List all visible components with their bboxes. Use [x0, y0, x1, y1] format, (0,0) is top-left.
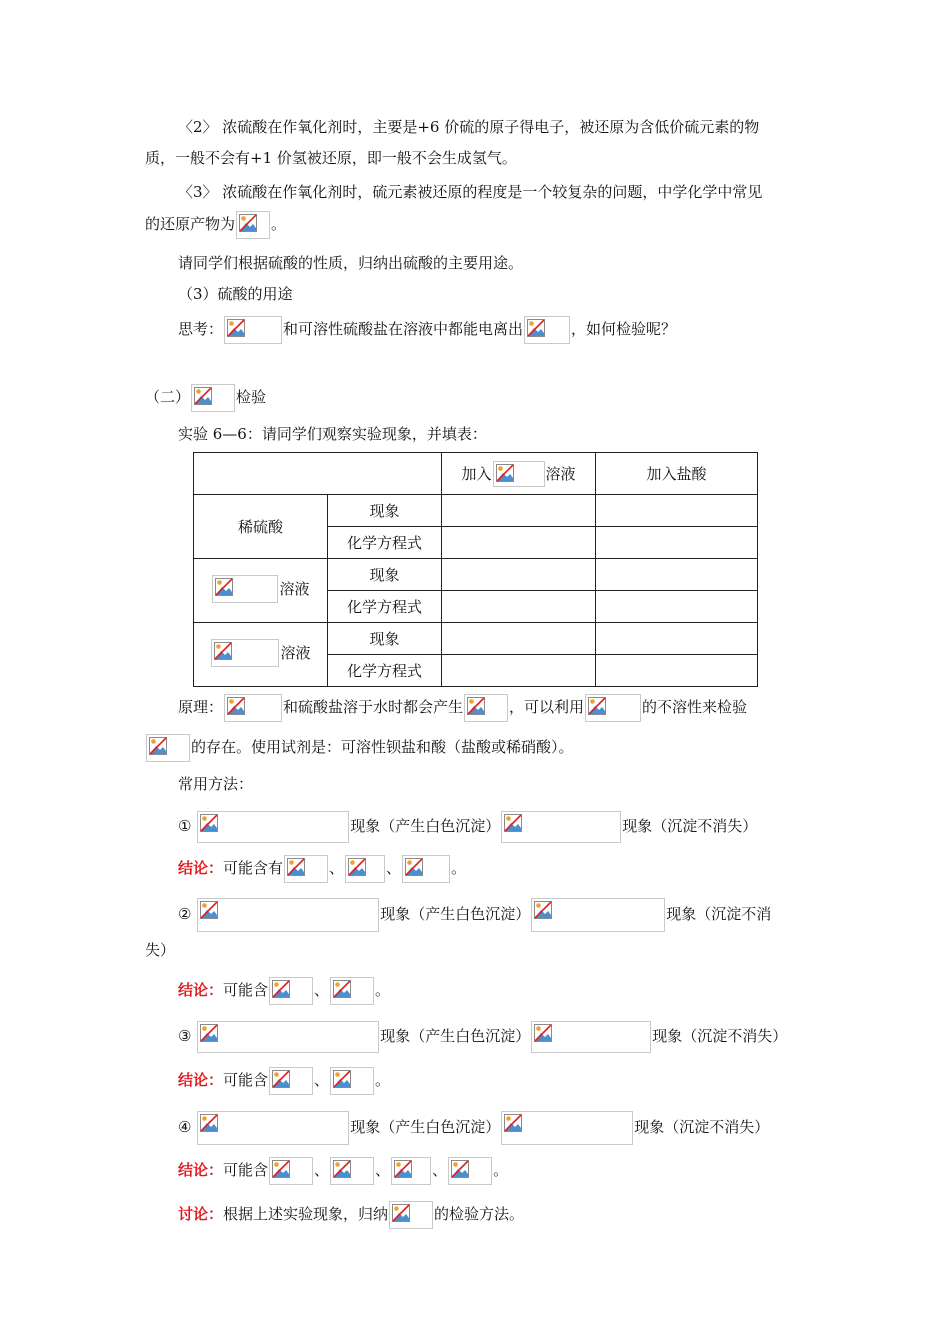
text: 溶液	[279, 580, 310, 598]
table-cell-input[interactable]	[442, 527, 596, 559]
broken-image	[345, 855, 385, 883]
experiment-table	[193, 452, 758, 687]
broken-image	[330, 1157, 374, 1185]
broken-image	[402, 855, 450, 883]
text: ，如何检验呢？	[571, 320, 677, 338]
method-4-line	[178, 1111, 769, 1145]
table-cell-input[interactable]	[442, 591, 596, 623]
text: 。	[271, 215, 287, 233]
broken-image-icon	[588, 697, 606, 715]
broken-image	[211, 639, 279, 667]
conclusion-4	[178, 1157, 508, 1185]
table-row-label-solution	[194, 559, 328, 623]
broken-image	[269, 977, 313, 1005]
text: 结论：	[178, 981, 224, 999]
text: 结论：	[178, 859, 224, 877]
text: 现象（沉淀不消失）	[652, 1027, 788, 1045]
broken-image-icon	[333, 1160, 351, 1178]
broken-image	[524, 316, 570, 344]
text: 溶液	[280, 644, 311, 662]
broken-image	[212, 575, 278, 603]
text: 、	[314, 1071, 330, 1089]
broken-image	[448, 1157, 492, 1185]
table-row	[194, 623, 758, 655]
table-cell-input[interactable]	[596, 495, 758, 527]
text: 现象（产生白色沉淀）	[350, 1118, 501, 1136]
table-row	[194, 453, 758, 495]
principle-line-2	[145, 734, 574, 762]
text: 现象（沉淀不消失）	[622, 817, 758, 835]
broken-image	[330, 977, 374, 1005]
conclusion-2	[178, 977, 390, 1005]
text: 结论：	[178, 1071, 224, 1089]
broken-image-icon	[348, 858, 366, 876]
text: 。	[375, 981, 391, 999]
table-cell-phenomenon: 现象	[328, 559, 442, 591]
broken-image	[146, 734, 190, 762]
text: 。	[375, 1071, 391, 1089]
table-header-add-hcl: 加入盐酸	[596, 453, 758, 495]
principle-line-1	[178, 694, 747, 722]
broken-image-icon	[504, 814, 522, 832]
broken-image-icon	[272, 1160, 290, 1178]
table-row	[194, 495, 758, 527]
text: 现象（产生白色沉淀）	[380, 1027, 531, 1045]
discussion-line	[178, 1201, 524, 1229]
text: 溶液	[545, 465, 576, 483]
conclusion-1	[178, 855, 466, 883]
paragraph-2-line-1: 〈2〉 浓硫酸在作氧化剂时，主要是+6 价硫的原子得电子，被还原为含低价硫元素的物	[178, 118, 760, 136]
section-2-heading	[145, 384, 266, 412]
text: 根据上述实验现象，归纳	[223, 1205, 389, 1223]
broken-image	[197, 811, 349, 843]
method-3-line	[178, 1021, 787, 1053]
paragraph-2-line-2: 质，一般不会有+1 价氢被还原，即一般不会生成氢气。	[145, 149, 517, 167]
paragraph-3-line-1: 〈3〉 浓硫酸在作氧化剂时，硫元素被还原的程度是一个较复杂的问题，中学化学中常见	[178, 183, 763, 201]
broken-image	[501, 1111, 633, 1145]
broken-image-icon	[272, 980, 290, 998]
text: 、	[329, 859, 345, 877]
broken-image	[197, 898, 379, 932]
table-cell-input[interactable]	[596, 655, 758, 687]
text: ④	[178, 1118, 192, 1136]
broken-image	[531, 898, 665, 932]
text: 思考：	[178, 320, 224, 338]
broken-image-icon	[392, 1204, 410, 1222]
text: （二）	[145, 388, 191, 406]
text: 。	[493, 1161, 509, 1179]
table-cell-input[interactable]	[442, 495, 596, 527]
text: 、	[314, 1161, 330, 1179]
table-cell-equation: 化学方程式	[328, 591, 442, 623]
text: 现象（产生白色沉淀）	[380, 905, 531, 923]
broken-image	[330, 1067, 374, 1095]
broken-image	[284, 855, 328, 883]
broken-image-icon	[272, 1070, 290, 1088]
text: 和硫酸盐溶于水时都会产生	[283, 698, 464, 716]
text: 可能含	[223, 1161, 269, 1179]
broken-image-icon	[239, 214, 257, 232]
broken-image-icon	[200, 1114, 218, 1132]
broken-image	[501, 811, 621, 843]
method-2-wrap: 失）	[145, 941, 176, 959]
table-cell-phenomenon: 现象	[328, 623, 442, 655]
text: 的检验方法。	[434, 1205, 525, 1223]
text: 。	[451, 859, 467, 877]
broken-image	[224, 316, 282, 344]
broken-image	[269, 1157, 313, 1185]
table-cell-input[interactable]	[442, 623, 596, 655]
table-row	[194, 559, 758, 591]
text: ，可以利用	[509, 698, 585, 716]
text: 可能含	[223, 981, 269, 999]
broken-image-icon	[200, 814, 218, 832]
table-row-label-solution	[194, 623, 328, 687]
broken-image	[464, 694, 508, 722]
broken-image-icon	[534, 1024, 552, 1042]
text: 检验	[236, 388, 267, 406]
broken-image-icon	[194, 387, 212, 405]
broken-image-icon	[504, 1114, 522, 1132]
broken-image-icon	[200, 1024, 218, 1042]
broken-image-icon	[214, 642, 232, 660]
text: 、	[314, 981, 330, 999]
table-cell-empty	[194, 453, 442, 495]
paragraph-3-line-2	[145, 211, 286, 239]
methods-heading: 常用方法：	[178, 775, 254, 793]
broken-image	[389, 1201, 433, 1229]
text: 现象（产生白色沉淀）	[350, 817, 501, 835]
experiment-intro: 实验 6—6：请同学们观察实验现象，并填表：	[178, 425, 487, 443]
table-cell-input[interactable]	[596, 527, 758, 559]
broken-image-icon	[405, 858, 423, 876]
text: 可能含	[223, 1071, 269, 1089]
broken-image	[391, 1157, 431, 1185]
text: 可能含有	[223, 859, 284, 877]
text: 的存在。使用试剂是：可溶性钡盐和酸（盐酸或稀硝酸）。	[191, 738, 574, 756]
text: ①	[178, 817, 192, 835]
method-1-line	[178, 811, 757, 843]
broken-image-icon	[451, 1160, 469, 1178]
text: 结论：	[178, 1161, 224, 1179]
text: 、	[375, 1161, 391, 1179]
broken-image	[224, 694, 282, 722]
table-cell-input[interactable]	[596, 559, 758, 591]
table-cell-input[interactable]	[442, 559, 596, 591]
broken-image-icon	[287, 858, 305, 876]
broken-image-icon	[333, 980, 351, 998]
text: 和可溶性硫酸盐在溶液中都能电离出	[283, 320, 524, 338]
table-header-add-solution	[442, 453, 596, 495]
text: 现象（沉淀不消	[666, 905, 772, 923]
text: ②	[178, 905, 192, 923]
text: 加入	[461, 465, 492, 483]
method-2-line	[178, 898, 771, 932]
broken-image-icon	[496, 464, 514, 482]
table-cell-input[interactable]	[596, 591, 758, 623]
text: 、	[432, 1161, 448, 1179]
broken-image-icon	[149, 737, 167, 755]
text: 的还原产物为	[145, 215, 236, 233]
table-cell-input[interactable]	[442, 655, 596, 687]
broken-image	[197, 1111, 349, 1145]
broken-image-icon	[227, 319, 245, 337]
broken-image	[197, 1021, 379, 1053]
broken-image-icon	[394, 1160, 412, 1178]
conclusion-3	[178, 1067, 390, 1095]
paragraph-uses-prompt: 请同学们根据硫酸的性质，归纳出硫酸的主要用途。	[178, 254, 524, 272]
heading-uses: （3）硫酸的用途	[178, 285, 293, 303]
broken-image	[269, 1067, 313, 1095]
broken-image-icon	[333, 1070, 351, 1088]
text: ③	[178, 1027, 192, 1045]
broken-image-icon	[527, 319, 545, 337]
broken-image-icon	[534, 901, 552, 919]
broken-image	[585, 694, 641, 722]
broken-image	[531, 1021, 651, 1053]
table-cell-equation: 化学方程式	[328, 655, 442, 687]
broken-image-icon	[200, 901, 218, 919]
table-cell-input[interactable]	[596, 623, 758, 655]
table-cell-equation: 化学方程式	[328, 527, 442, 559]
broken-image-icon	[227, 697, 245, 715]
broken-image-icon	[215, 578, 233, 596]
think-line	[178, 316, 676, 344]
text: 讨论：	[178, 1205, 224, 1223]
broken-image-icon	[467, 697, 485, 715]
text: 的不溶性来检验	[642, 698, 748, 716]
broken-image	[493, 461, 545, 487]
text: 原理：	[178, 698, 224, 716]
broken-image	[236, 211, 270, 239]
text: 、	[386, 859, 402, 877]
table-row-label-dilute-sulfuric: 稀硫酸	[194, 495, 328, 559]
table-cell-phenomenon: 现象	[328, 495, 442, 527]
broken-image	[191, 384, 235, 412]
text: 现象（沉淀不消失）	[634, 1118, 770, 1136]
